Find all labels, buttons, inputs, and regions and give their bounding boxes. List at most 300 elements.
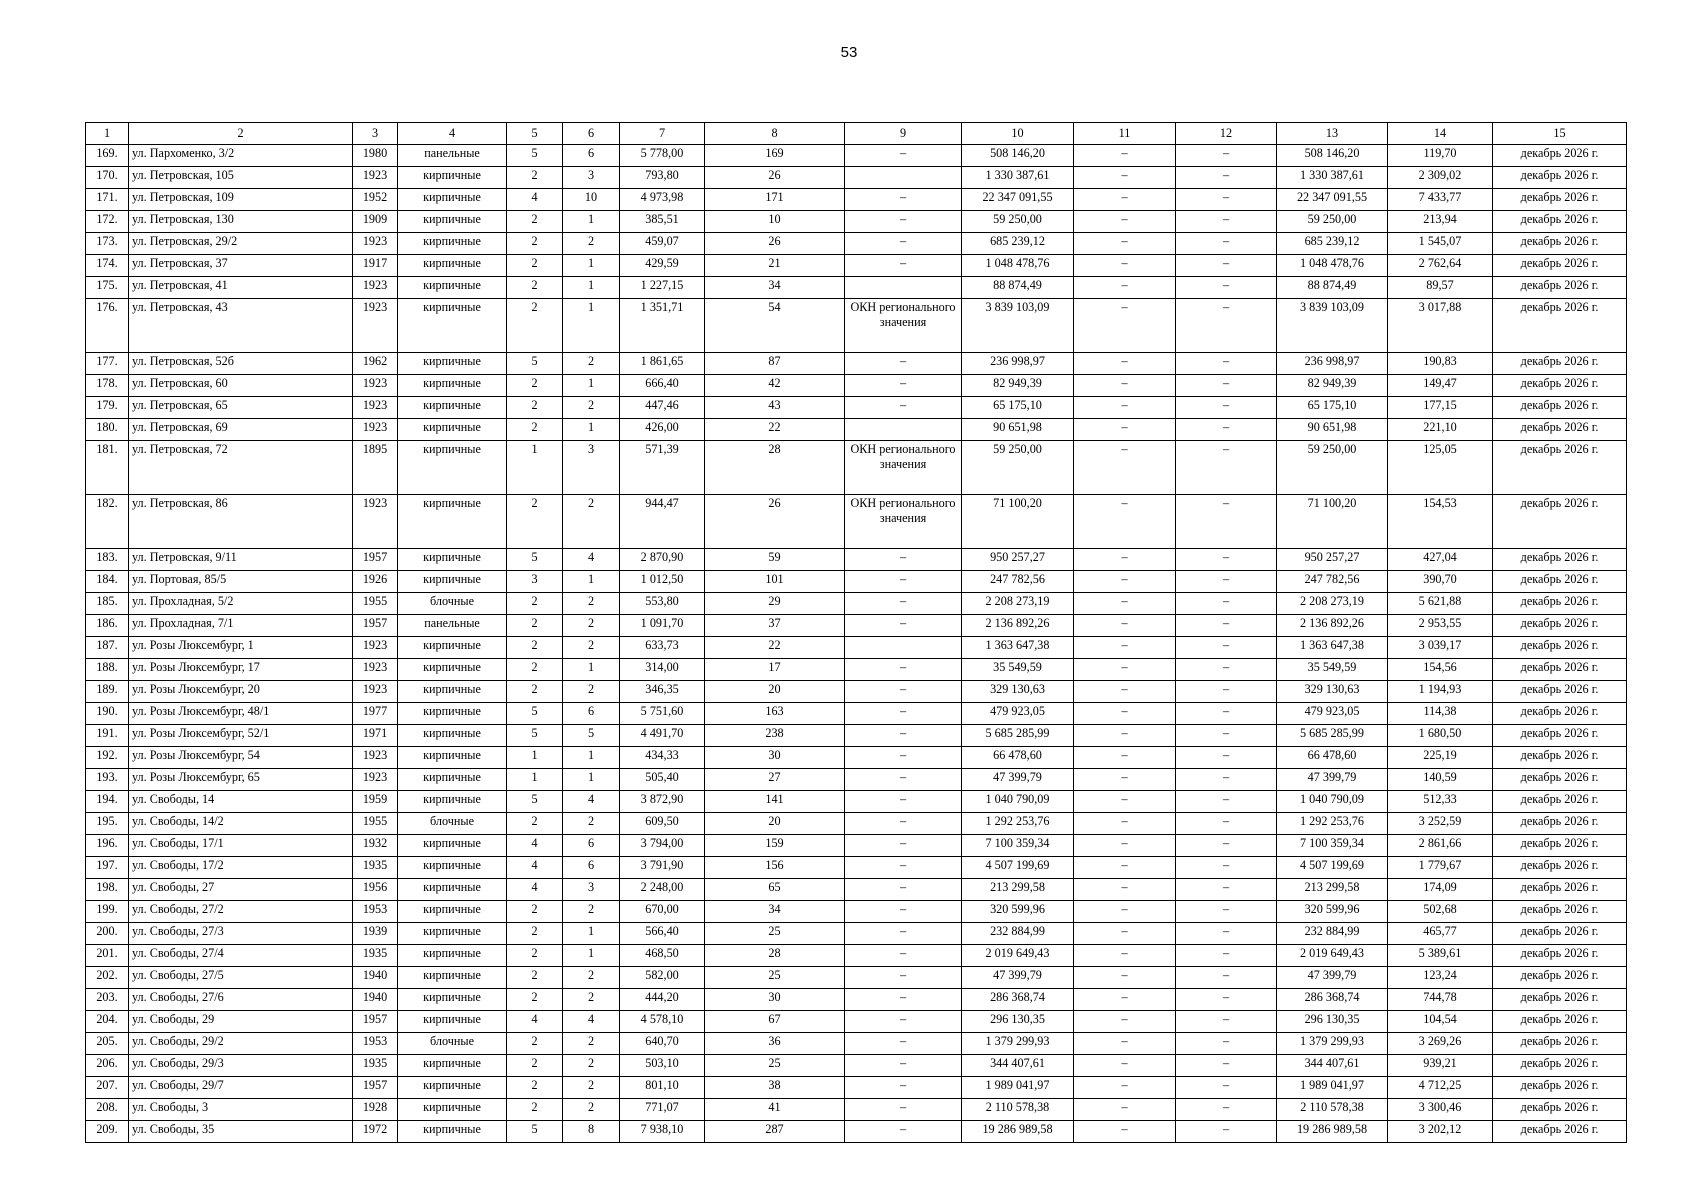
table-row <box>86 835 1627 857</box>
cell-heritage-status: – <box>845 1099 962 1121</box>
cell-residents: 41 <box>705 1099 845 1121</box>
cell-cost-per-sqm: 213,94 <box>1388 211 1493 233</box>
cell-row-number: 173. <box>86 233 129 255</box>
cell-entrances: 2 <box>563 593 620 615</box>
table-row <box>86 495 1627 549</box>
cell-completion-date: декабрь 2026 г. <box>1493 441 1627 495</box>
cell-row-number: 174. <box>86 255 129 277</box>
cell-row-number: 206. <box>86 1055 129 1077</box>
table-row <box>86 615 1627 637</box>
cell-entrances: 2 <box>563 233 620 255</box>
cell-completion-date: декабрь 2026 г. <box>1493 549 1627 571</box>
cell-year-built: 1980 <box>353 145 398 167</box>
cell-floors: 5 <box>507 145 563 167</box>
cell-owner-funds: 2 019 649,43 <box>1277 945 1388 967</box>
cell-row-number: 169. <box>86 145 129 167</box>
column-header-8: 8 <box>705 123 845 145</box>
cell-year-built: 1923 <box>353 769 398 791</box>
cell-address: ул. Свободы, 3 <box>129 1099 353 1121</box>
cell-year-built: 1955 <box>353 813 398 835</box>
cell-wall-material: кирпичные <box>398 397 507 419</box>
cell-owner-funds: 320 599,96 <box>1277 901 1388 923</box>
cell-fund-a: – <box>1074 659 1176 681</box>
cell-address: ул. Свободы, 27/2 <box>129 901 353 923</box>
cell-owner-funds: 7 100 359,34 <box>1277 835 1388 857</box>
cell-year-built: 1935 <box>353 857 398 879</box>
cell-year-built: 1939 <box>353 923 398 945</box>
cell-entrances: 1 <box>563 923 620 945</box>
cell-cost-per-sqm: 5 389,61 <box>1388 945 1493 967</box>
table-row <box>86 353 1627 375</box>
cell-completion-date: декабрь 2026 г. <box>1493 747 1627 769</box>
cell-total-area: 5 751,60 <box>620 703 705 725</box>
cell-heritage-status: ОКН регионального значения <box>845 495 962 549</box>
cell-floors: 2 <box>507 419 563 441</box>
cell-year-built: 1952 <box>353 189 398 211</box>
cell-cost-per-sqm: 939,21 <box>1388 1055 1493 1077</box>
cell-fund-a: – <box>1074 145 1176 167</box>
cell-entrances: 1 <box>563 945 620 967</box>
cell-wall-material: кирпичные <box>398 637 507 659</box>
cell-fund-b: – <box>1176 397 1277 419</box>
cell-wall-material: кирпичные <box>398 375 507 397</box>
table-row <box>86 1099 1627 1121</box>
cell-heritage-status: – <box>845 725 962 747</box>
cell-total-cost: 71 100,20 <box>962 495 1074 549</box>
cell-address: ул. Петровская, 37 <box>129 255 353 277</box>
cell-total-area: 3 872,90 <box>620 791 705 813</box>
cell-row-number: 187. <box>86 637 129 659</box>
table-row <box>86 593 1627 615</box>
cell-completion-date: декабрь 2026 г. <box>1493 901 1627 923</box>
cell-floors: 2 <box>507 615 563 637</box>
cell-fund-b: – <box>1176 549 1277 571</box>
cell-total-area: 429,59 <box>620 255 705 277</box>
cell-wall-material: кирпичные <box>398 989 507 1011</box>
cell-fund-b: – <box>1176 233 1277 255</box>
cell-entrances: 2 <box>563 495 620 549</box>
cell-fund-a: – <box>1074 879 1176 901</box>
cell-row-number: 170. <box>86 167 129 189</box>
cell-total-cost: 66 478,60 <box>962 747 1074 769</box>
table-row <box>86 441 1627 495</box>
cell-completion-date: декабрь 2026 г. <box>1493 989 1627 1011</box>
cell-cost-per-sqm: 502,68 <box>1388 901 1493 923</box>
cell-owner-funds: 47 399,79 <box>1277 769 1388 791</box>
cell-heritage-status: – <box>845 1055 962 1077</box>
table-body <box>86 145 1627 1143</box>
cell-residents: 25 <box>705 1055 845 1077</box>
cell-address: ул. Петровская, 65 <box>129 397 353 419</box>
cell-year-built: 1957 <box>353 549 398 571</box>
cell-fund-a: – <box>1074 791 1176 813</box>
cell-owner-funds: 71 100,20 <box>1277 495 1388 549</box>
cell-fund-a: – <box>1074 353 1176 375</box>
cell-heritage-status: – <box>845 145 962 167</box>
cell-cost-per-sqm: 123,24 <box>1388 967 1493 989</box>
cell-fund-a: – <box>1074 1055 1176 1077</box>
cell-residents: 159 <box>705 835 845 857</box>
cell-cost-per-sqm: 3 252,59 <box>1388 813 1493 835</box>
cell-row-number: 198. <box>86 879 129 901</box>
cell-total-cost: 5 685 285,99 <box>962 725 1074 747</box>
cell-entrances: 3 <box>563 167 620 189</box>
cell-completion-date: декабрь 2026 г. <box>1493 233 1627 255</box>
cell-address: ул. Петровская, 41 <box>129 277 353 299</box>
cell-completion-date: декабрь 2026 г. <box>1493 375 1627 397</box>
cell-floors: 1 <box>507 769 563 791</box>
cell-row-number: 184. <box>86 571 129 593</box>
cell-residents: 25 <box>705 923 845 945</box>
cell-owner-funds: 82 949,39 <box>1277 375 1388 397</box>
table-row <box>86 857 1627 879</box>
cell-cost-per-sqm: 221,10 <box>1388 419 1493 441</box>
cell-floors: 1 <box>507 441 563 495</box>
cell-total-cost: 479 923,05 <box>962 703 1074 725</box>
cell-total-cost: 329 130,63 <box>962 681 1074 703</box>
cell-residents: 29 <box>705 593 845 615</box>
cell-year-built: 1959 <box>353 791 398 813</box>
cell-fund-b: – <box>1176 277 1277 299</box>
cell-residents: 26 <box>705 167 845 189</box>
cell-fund-a: – <box>1074 593 1176 615</box>
cell-owner-funds: 65 175,10 <box>1277 397 1388 419</box>
cell-cost-per-sqm: 512,33 <box>1388 791 1493 813</box>
cell-cost-per-sqm: 140,59 <box>1388 769 1493 791</box>
cell-total-area: 1 012,50 <box>620 571 705 593</box>
cell-cost-per-sqm: 177,15 <box>1388 397 1493 419</box>
cell-fund-b: – <box>1176 375 1277 397</box>
cell-address: ул. Свободы, 27/5 <box>129 967 353 989</box>
cell-owner-funds: 685 239,12 <box>1277 233 1388 255</box>
table-row <box>86 1121 1627 1143</box>
cell-wall-material: кирпичные <box>398 901 507 923</box>
cell-heritage-status <box>845 277 962 299</box>
cell-year-built: 1923 <box>353 659 398 681</box>
cell-owner-funds: 232 884,99 <box>1277 923 1388 945</box>
cell-fund-a: – <box>1074 441 1176 495</box>
cell-fund-a: – <box>1074 1077 1176 1099</box>
cell-total-area: 1 227,15 <box>620 277 705 299</box>
cell-row-number: 182. <box>86 495 129 549</box>
cell-heritage-status: – <box>845 1011 962 1033</box>
cell-address: ул. Розы Люксембург, 52/1 <box>129 725 353 747</box>
cell-year-built: 1955 <box>353 593 398 615</box>
cell-address: ул. Петровская, 52б <box>129 353 353 375</box>
cell-owner-funds: 296 130,35 <box>1277 1011 1388 1033</box>
cell-row-number: 197. <box>86 857 129 879</box>
cell-residents: 34 <box>705 901 845 923</box>
cell-owner-funds: 329 130,63 <box>1277 681 1388 703</box>
column-header-3: 3 <box>353 123 398 145</box>
cell-heritage-status: – <box>845 747 962 769</box>
cell-year-built: 1957 <box>353 615 398 637</box>
column-header-12: 12 <box>1176 123 1277 145</box>
cell-cost-per-sqm: 1 545,07 <box>1388 233 1493 255</box>
cell-total-area: 582,00 <box>620 967 705 989</box>
cell-residents: 30 <box>705 989 845 1011</box>
cell-total-cost: 19 286 989,58 <box>962 1121 1074 1143</box>
cell-fund-b: – <box>1176 419 1277 441</box>
cell-total-area: 2 870,90 <box>620 549 705 571</box>
cell-fund-b: – <box>1176 167 1277 189</box>
cell-residents: 156 <box>705 857 845 879</box>
cell-address: ул. Петровская, 29/2 <box>129 233 353 255</box>
cell-wall-material: кирпичные <box>398 703 507 725</box>
cell-fund-b: – <box>1176 835 1277 857</box>
cell-completion-date: декабрь 2026 г. <box>1493 1011 1627 1033</box>
cell-wall-material: кирпичные <box>398 441 507 495</box>
cell-completion-date: декабрь 2026 г. <box>1493 353 1627 375</box>
cell-wall-material: кирпичные <box>398 791 507 813</box>
table-row <box>86 725 1627 747</box>
cell-fund-a: – <box>1074 233 1176 255</box>
cell-heritage-status <box>845 419 962 441</box>
cell-row-number: 172. <box>86 211 129 233</box>
cell-address: ул. Свободы, 27 <box>129 879 353 901</box>
cell-address: ул. Свободы, 27/3 <box>129 923 353 945</box>
cell-heritage-status: ОКН регионального значения <box>845 441 962 495</box>
cell-residents: 67 <box>705 1011 845 1033</box>
cell-fund-a: – <box>1074 1099 1176 1121</box>
cell-fund-b: – <box>1176 1077 1277 1099</box>
cell-fund-a: – <box>1074 375 1176 397</box>
cell-address: ул. Розы Люксембург, 1 <box>129 637 353 659</box>
cell-fund-b: – <box>1176 659 1277 681</box>
cell-fund-b: – <box>1176 1011 1277 1033</box>
cell-entrances: 6 <box>563 703 620 725</box>
cell-residents: 30 <box>705 747 845 769</box>
cell-heritage-status: – <box>845 397 962 419</box>
cell-year-built: 1932 <box>353 835 398 857</box>
cell-wall-material: кирпичные <box>398 659 507 681</box>
table-row <box>86 1077 1627 1099</box>
cell-heritage-status: – <box>845 923 962 945</box>
column-header-10: 10 <box>962 123 1074 145</box>
cell-cost-per-sqm: 390,70 <box>1388 571 1493 593</box>
cell-fund-b: – <box>1176 145 1277 167</box>
cell-total-area: 7 938,10 <box>620 1121 705 1143</box>
cell-heritage-status: ОКН регионального значения <box>845 299 962 353</box>
cell-total-cost: 2 208 273,19 <box>962 593 1074 615</box>
cell-fund-b: – <box>1176 989 1277 1011</box>
cell-residents: 163 <box>705 703 845 725</box>
cell-owner-funds: 2 208 273,19 <box>1277 593 1388 615</box>
cell-residents: 20 <box>705 813 845 835</box>
cell-entrances: 2 <box>563 353 620 375</box>
cell-cost-per-sqm: 5 621,88 <box>1388 593 1493 615</box>
cell-completion-date: декабрь 2026 г. <box>1493 725 1627 747</box>
column-header-13: 13 <box>1277 123 1388 145</box>
cell-completion-date: декабрь 2026 г. <box>1493 1099 1627 1121</box>
cell-row-number: 190. <box>86 703 129 725</box>
cell-floors: 2 <box>507 167 563 189</box>
cell-address: ул. Петровская, 130 <box>129 211 353 233</box>
cell-row-number: 193. <box>86 769 129 791</box>
cell-row-number: 177. <box>86 353 129 375</box>
cell-floors: 2 <box>507 495 563 549</box>
cell-floors: 2 <box>507 277 563 299</box>
cell-heritage-status: – <box>845 233 962 255</box>
cell-wall-material: кирпичные <box>398 211 507 233</box>
cell-fund-b: – <box>1176 441 1277 495</box>
cell-total-area: 444,20 <box>620 989 705 1011</box>
cell-heritage-status <box>845 637 962 659</box>
cell-fund-a: – <box>1074 549 1176 571</box>
cell-row-number: 194. <box>86 791 129 813</box>
table-row <box>86 967 1627 989</box>
housing-register-table <box>85 122 1627 1143</box>
cell-completion-date: декабрь 2026 г. <box>1493 923 1627 945</box>
cell-floors: 2 <box>507 989 563 1011</box>
cell-total-cost: 2 136 892,26 <box>962 615 1074 637</box>
cell-fund-a: – <box>1074 703 1176 725</box>
cell-entrances: 6 <box>563 145 620 167</box>
cell-total-area: 447,46 <box>620 397 705 419</box>
cell-completion-date: декабрь 2026 г. <box>1493 703 1627 725</box>
cell-total-area: 503,10 <box>620 1055 705 1077</box>
cell-year-built: 1923 <box>353 747 398 769</box>
cell-owner-funds: 1 330 387,61 <box>1277 167 1388 189</box>
cell-total-cost: 247 782,56 <box>962 571 1074 593</box>
cell-residents: 34 <box>705 277 845 299</box>
cell-entrances: 2 <box>563 1077 620 1099</box>
cell-total-area: 1 091,70 <box>620 615 705 637</box>
cell-wall-material: блочные <box>398 1033 507 1055</box>
cell-total-cost: 236 998,97 <box>962 353 1074 375</box>
cell-wall-material: блочные <box>398 813 507 835</box>
cell-entrances: 1 <box>563 659 620 681</box>
cell-heritage-status: – <box>845 703 962 725</box>
cell-owner-funds: 47 399,79 <box>1277 967 1388 989</box>
cell-total-cost: 59 250,00 <box>962 441 1074 495</box>
cell-entrances: 2 <box>563 1055 620 1077</box>
cell-wall-material: кирпичные <box>398 923 507 945</box>
cell-total-cost: 59 250,00 <box>962 211 1074 233</box>
cell-completion-date: декабрь 2026 г. <box>1493 945 1627 967</box>
cell-fund-a: – <box>1074 571 1176 593</box>
cell-address: ул. Пархоменко, 3/2 <box>129 145 353 167</box>
cell-total-cost: 1 379 299,93 <box>962 1033 1074 1055</box>
cell-cost-per-sqm: 3 039,17 <box>1388 637 1493 659</box>
cell-completion-date: декабрь 2026 г. <box>1493 1033 1627 1055</box>
cell-completion-date: декабрь 2026 г. <box>1493 835 1627 857</box>
cell-floors: 2 <box>507 593 563 615</box>
cell-address: ул. Петровская, 72 <box>129 441 353 495</box>
cell-owner-funds: 236 998,97 <box>1277 353 1388 375</box>
cell-entrances: 2 <box>563 967 620 989</box>
table-row <box>86 945 1627 967</box>
cell-entrances: 2 <box>563 615 620 637</box>
cell-year-built: 1957 <box>353 1011 398 1033</box>
cell-year-built: 1923 <box>353 167 398 189</box>
cell-heritage-status: – <box>845 353 962 375</box>
column-number-header-row <box>86 123 1627 145</box>
cell-fund-a: – <box>1074 769 1176 791</box>
cell-completion-date: декабрь 2026 г. <box>1493 879 1627 901</box>
cell-floors: 4 <box>507 1011 563 1033</box>
cell-heritage-status: – <box>845 879 962 901</box>
cell-wall-material: кирпичные <box>398 879 507 901</box>
cell-fund-b: – <box>1176 353 1277 375</box>
cell-floors: 2 <box>507 967 563 989</box>
column-header-15: 15 <box>1493 123 1627 145</box>
cell-wall-material: кирпичные <box>398 419 507 441</box>
cell-completion-date: декабрь 2026 г. <box>1493 769 1627 791</box>
cell-owner-funds: 90 651,98 <box>1277 419 1388 441</box>
cell-completion-date: декабрь 2026 г. <box>1493 211 1627 233</box>
cell-fund-a: – <box>1074 1033 1176 1055</box>
cell-year-built: 1928 <box>353 1099 398 1121</box>
cell-cost-per-sqm: 3 017,88 <box>1388 299 1493 353</box>
cell-year-built: 1923 <box>353 419 398 441</box>
cell-fund-a: – <box>1074 299 1176 353</box>
cell-floors: 1 <box>507 747 563 769</box>
cell-heritage-status: – <box>845 615 962 637</box>
cell-completion-date: декабрь 2026 г. <box>1493 615 1627 637</box>
cell-fund-a: – <box>1074 419 1176 441</box>
table-row <box>86 791 1627 813</box>
cell-completion-date: декабрь 2026 г. <box>1493 637 1627 659</box>
cell-year-built: 1923 <box>353 375 398 397</box>
cell-residents: 28 <box>705 441 845 495</box>
cell-total-area: 944,47 <box>620 495 705 549</box>
cell-heritage-status: – <box>845 189 962 211</box>
cell-address: ул. Петровская, 9/11 <box>129 549 353 571</box>
cell-wall-material: кирпичные <box>398 835 507 857</box>
cell-address: ул. Свободы, 14/2 <box>129 813 353 835</box>
cell-floors: 4 <box>507 879 563 901</box>
cell-total-cost: 47 399,79 <box>962 769 1074 791</box>
cell-fund-a: – <box>1074 495 1176 549</box>
cell-wall-material: кирпичные <box>398 549 507 571</box>
cell-fund-a: – <box>1074 835 1176 857</box>
cell-completion-date: декабрь 2026 г. <box>1493 189 1627 211</box>
cell-floors: 2 <box>507 233 563 255</box>
cell-cost-per-sqm: 174,09 <box>1388 879 1493 901</box>
cell-year-built: 1923 <box>353 495 398 549</box>
cell-total-area: 571,39 <box>620 441 705 495</box>
cell-heritage-status: – <box>845 857 962 879</box>
cell-total-cost: 232 884,99 <box>962 923 1074 945</box>
table-row <box>86 1011 1627 1033</box>
cell-row-number: 205. <box>86 1033 129 1055</box>
cell-fund-b: – <box>1176 747 1277 769</box>
cell-entrances: 1 <box>563 419 620 441</box>
cell-wall-material: кирпичные <box>398 1055 507 1077</box>
cell-wall-material: кирпичные <box>398 353 507 375</box>
cell-fund-b: – <box>1176 901 1277 923</box>
cell-residents: 26 <box>705 233 845 255</box>
cell-row-number: 188. <box>86 659 129 681</box>
cell-floors: 5 <box>507 791 563 813</box>
cell-residents: 171 <box>705 189 845 211</box>
cell-floors: 2 <box>507 901 563 923</box>
cell-owner-funds: 1 040 790,09 <box>1277 791 1388 813</box>
cell-year-built: 1953 <box>353 901 398 923</box>
cell-floors: 5 <box>507 1121 563 1143</box>
table-row <box>86 1055 1627 1077</box>
cell-fund-a: – <box>1074 747 1176 769</box>
cell-cost-per-sqm: 3 202,12 <box>1388 1121 1493 1143</box>
table-row <box>86 549 1627 571</box>
cell-floors: 5 <box>507 703 563 725</box>
cell-total-area: 314,00 <box>620 659 705 681</box>
table-row <box>86 167 1627 189</box>
cell-residents: 20 <box>705 681 845 703</box>
cell-address: ул. Свободы, 29/3 <box>129 1055 353 1077</box>
cell-total-area: 609,50 <box>620 813 705 835</box>
